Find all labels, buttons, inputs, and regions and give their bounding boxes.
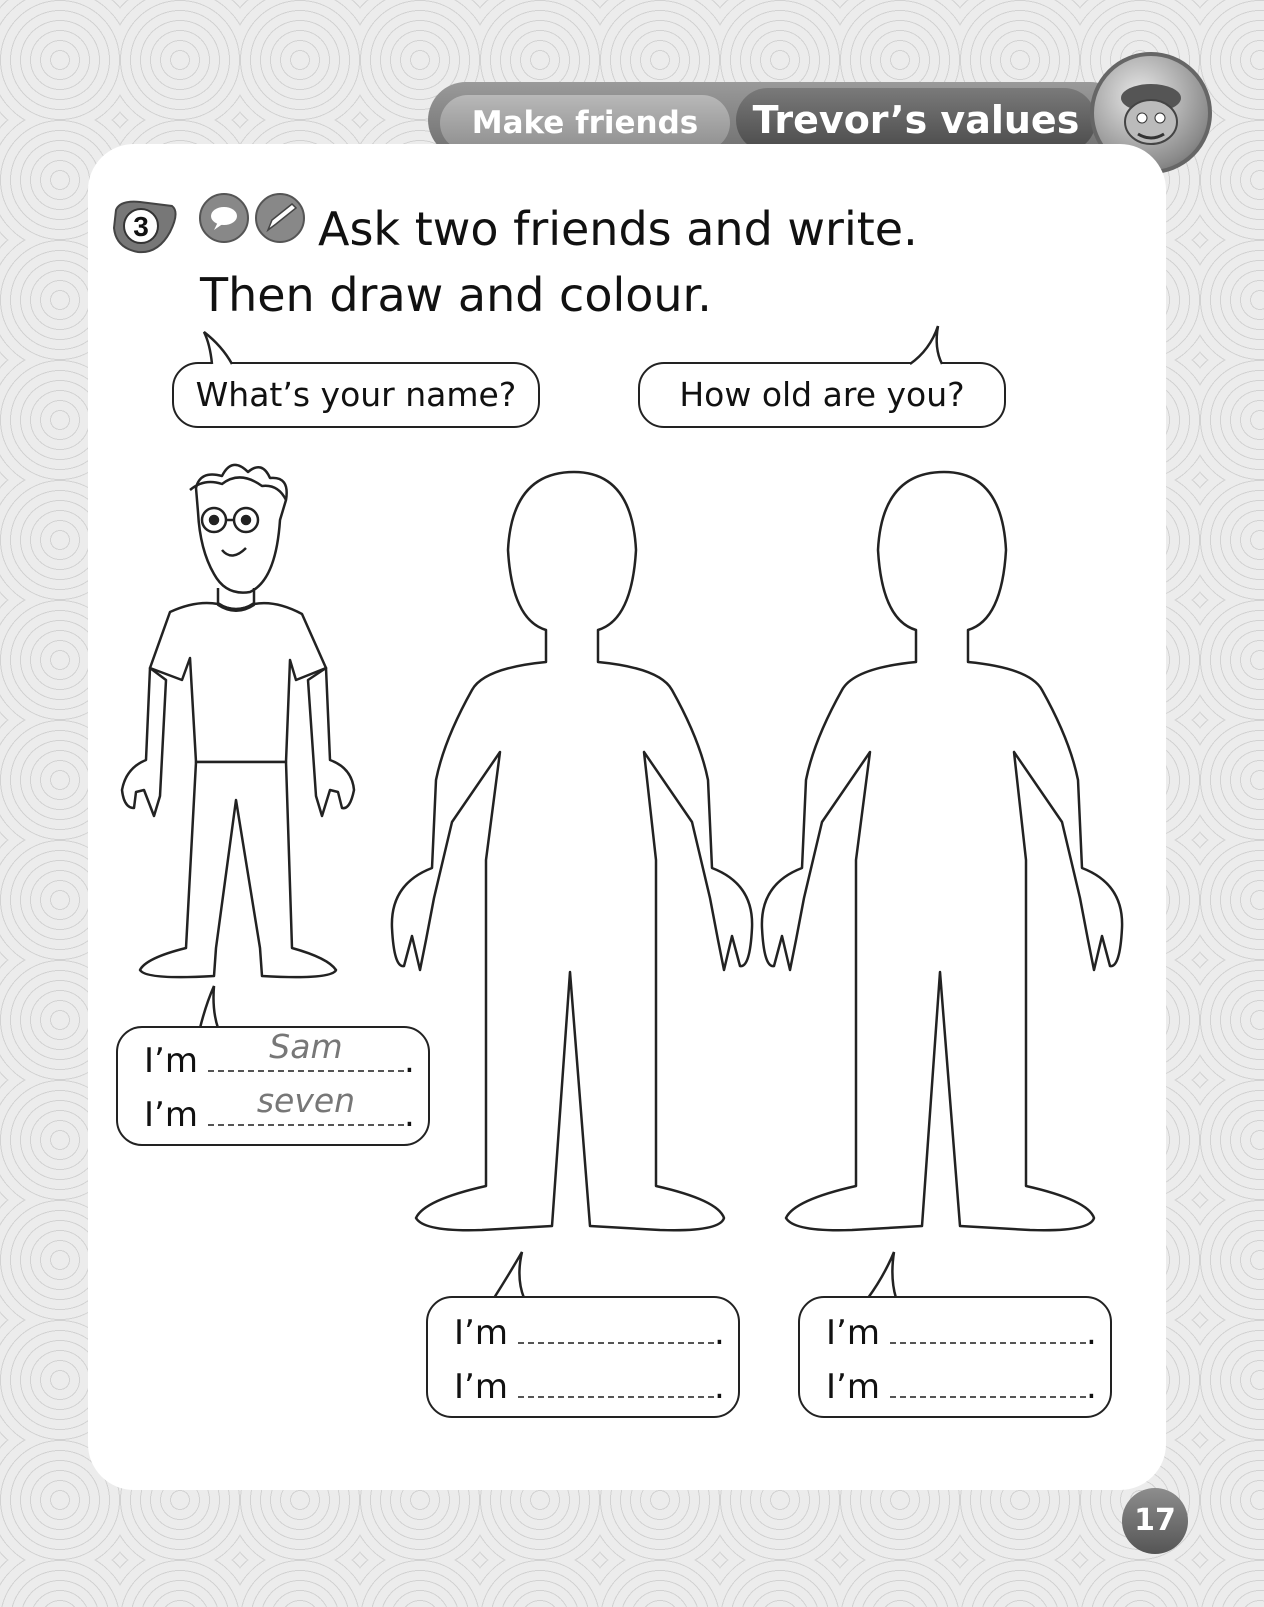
sam-drawing — [122, 465, 354, 977]
answer-value-age: seven — [256, 1081, 356, 1120]
question-name-text: What’s your name? — [195, 375, 517, 414]
answer-row-name — [144, 1027, 415, 1081]
friend-outline-1 — [392, 472, 752, 1230]
answer-row-age — [826, 1366, 1097, 1407]
page-number: 17 — [1122, 1488, 1188, 1554]
answer-bubble-friend-2 — [798, 1296, 1112, 1418]
answer-full-stop: . — [713, 1313, 725, 1353]
answer-prefix: I’m — [454, 1367, 508, 1407]
answer-line-age[interactable] — [890, 1366, 1086, 1398]
answer-row-age — [454, 1366, 725, 1407]
friend-outline-2 — [762, 472, 1122, 1230]
answer-value-name: Sam — [269, 1027, 343, 1066]
answer-line-name[interactable] — [518, 1312, 714, 1344]
answer-prefix: I’m — [454, 1313, 508, 1353]
exercise-number: 3 — [133, 211, 149, 242]
answer-line-name[interactable] — [890, 1312, 1086, 1344]
answer-prefix: I’m — [826, 1313, 880, 1353]
question-age-text: How old are you? — [679, 375, 965, 414]
answer-line-age[interactable] — [518, 1366, 714, 1398]
section-tab-trevors-values: Trevor’s values — [736, 88, 1096, 152]
answer-line-name[interactable] — [208, 1027, 404, 1072]
answer-row-name — [826, 1312, 1097, 1353]
answer-line-age[interactable] — [208, 1081, 404, 1126]
answer-row-age — [144, 1081, 415, 1135]
answer-prefix: I’m — [144, 1041, 198, 1081]
answer-full-stop: . — [403, 1095, 415, 1135]
answer-prefix: I’m — [144, 1095, 198, 1135]
instruction-line-2: Then draw and colour. — [200, 268, 712, 322]
answer-row-name — [454, 1312, 725, 1353]
section-tab-make-friends: Make friends — [440, 95, 730, 151]
answer-bubble-friend-1 — [426, 1296, 740, 1418]
answer-full-stop: . — [403, 1041, 415, 1081]
answer-full-stop: . — [1085, 1313, 1097, 1353]
instruction-line-1: Ask two friends and write. — [318, 202, 918, 256]
answer-bubble-sam — [116, 1026, 430, 1146]
answer-full-stop: . — [713, 1367, 725, 1407]
answer-prefix: I’m — [826, 1367, 880, 1407]
answer-full-stop: . — [1085, 1367, 1097, 1407]
